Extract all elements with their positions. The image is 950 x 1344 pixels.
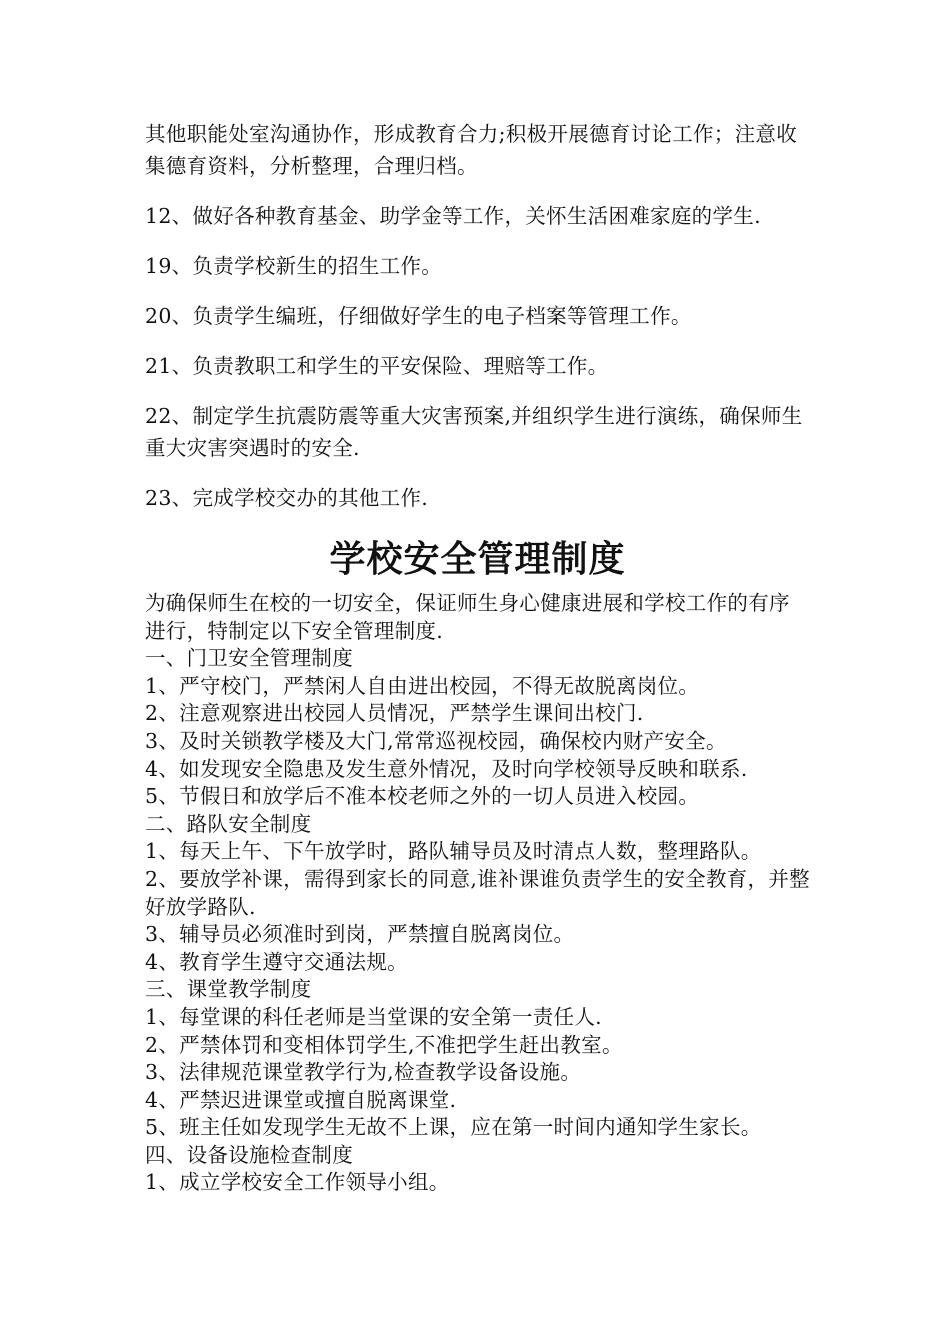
rule-item: 3、辅导员必须准时到岗，严禁擅自脱离岗位。 bbox=[145, 922, 575, 947]
paragraph-coordination: 其他职能处室沟通协作，形成教育合力;积极开展德育讨论工作；注意收集德育资料，分析整理，合理归档。 bbox=[145, 122, 798, 178]
paragraph-item-22: 22、制定学生抗震防震等重大灾害预案,并组织学生进行演练，确保师生重大灾害突遇时的安全. bbox=[145, 404, 803, 460]
paragraph-item-20: 20、负责学生编班，仔细做好学生的电子档案等管理工作。 bbox=[145, 304, 692, 328]
paragraph-item-23: 23、完成学校交办的其他工作. bbox=[145, 486, 429, 510]
rule-item: 4、教育学生遵守交通法规。 bbox=[145, 949, 408, 974]
rule-item: 2、要放学补课，需得到家长的同意,谁补课谁负责学生的安全教育，并整好放学路队. bbox=[145, 866, 810, 919]
rule-item: 5、节假日和放学后不准本校老师之外的一切人员进入校园。 bbox=[145, 784, 700, 809]
rule-item: 1、严守校门，严禁闲人自由进出校园，不得无故脱离岗位。 bbox=[145, 673, 700, 698]
rule-item: 4、严禁迟进课堂或擅自脱离课堂. bbox=[145, 1087, 457, 1112]
safety-rules-body bbox=[145, 590, 810, 1197]
paragraph-item-19: 19、负责学校新生的招生工作。 bbox=[145, 254, 443, 278]
paragraph-item-12: 12、做好各种教育基金、助学金等工作，关怀生活困难家庭的学生. bbox=[145, 204, 761, 228]
intro-paragraph: 为确保师生在校的一切安全，保证师生身心健康进展和学校工作的有序进行，特制定以下安全管理制度. bbox=[145, 591, 790, 643]
rule-item: 2、注意观察进出校园人员情况，严禁学生课间出校门. bbox=[145, 701, 644, 726]
rule-item: 5、班主任如发现学生无故不上课，应在第一时间内通知学生家长。 bbox=[145, 1115, 762, 1140]
subsection-heading-classroom: 三、课堂教学制度 bbox=[145, 977, 312, 1002]
subsection-heading-route: 二、路队安全制度 bbox=[145, 811, 312, 836]
subsection-heading-gate: 一、门卫安全管理制度 bbox=[145, 646, 353, 671]
paragraph-item-21: 21、负责教职工和学生的平安保险、理赔等工作。 bbox=[145, 354, 609, 378]
section-heading: 学校安全管理制度 bbox=[329, 539, 626, 580]
rule-item: 3、及时关锁教学楼及大门,常常巡视校园，确保校内财产安全。 bbox=[145, 728, 727, 753]
rule-item: 2、严禁体罚和变相体罚学生,不准把学生赶出教室。 bbox=[145, 1032, 623, 1057]
rule-item: 1、每天上午、下午放学时，路队辅导员及时清点人数，整理路队。 bbox=[145, 839, 762, 864]
rule-item: 1、成立学校安全工作领导小组。 bbox=[145, 1170, 450, 1195]
rule-item: 3、法律规范课堂教学行为,检查教学设备设施。 bbox=[145, 1060, 582, 1085]
rule-item: 4、如发现安全隐患及发生意外情况，及时向学校领导反映和联系. bbox=[145, 756, 748, 781]
document-content bbox=[145, 118, 810, 1197]
subsection-heading-facilities: 四、设备设施检查制度 bbox=[145, 1142, 353, 1167]
rule-item: 1、每堂课的科任老师是当堂课的安全第一责任人. bbox=[145, 1004, 602, 1029]
